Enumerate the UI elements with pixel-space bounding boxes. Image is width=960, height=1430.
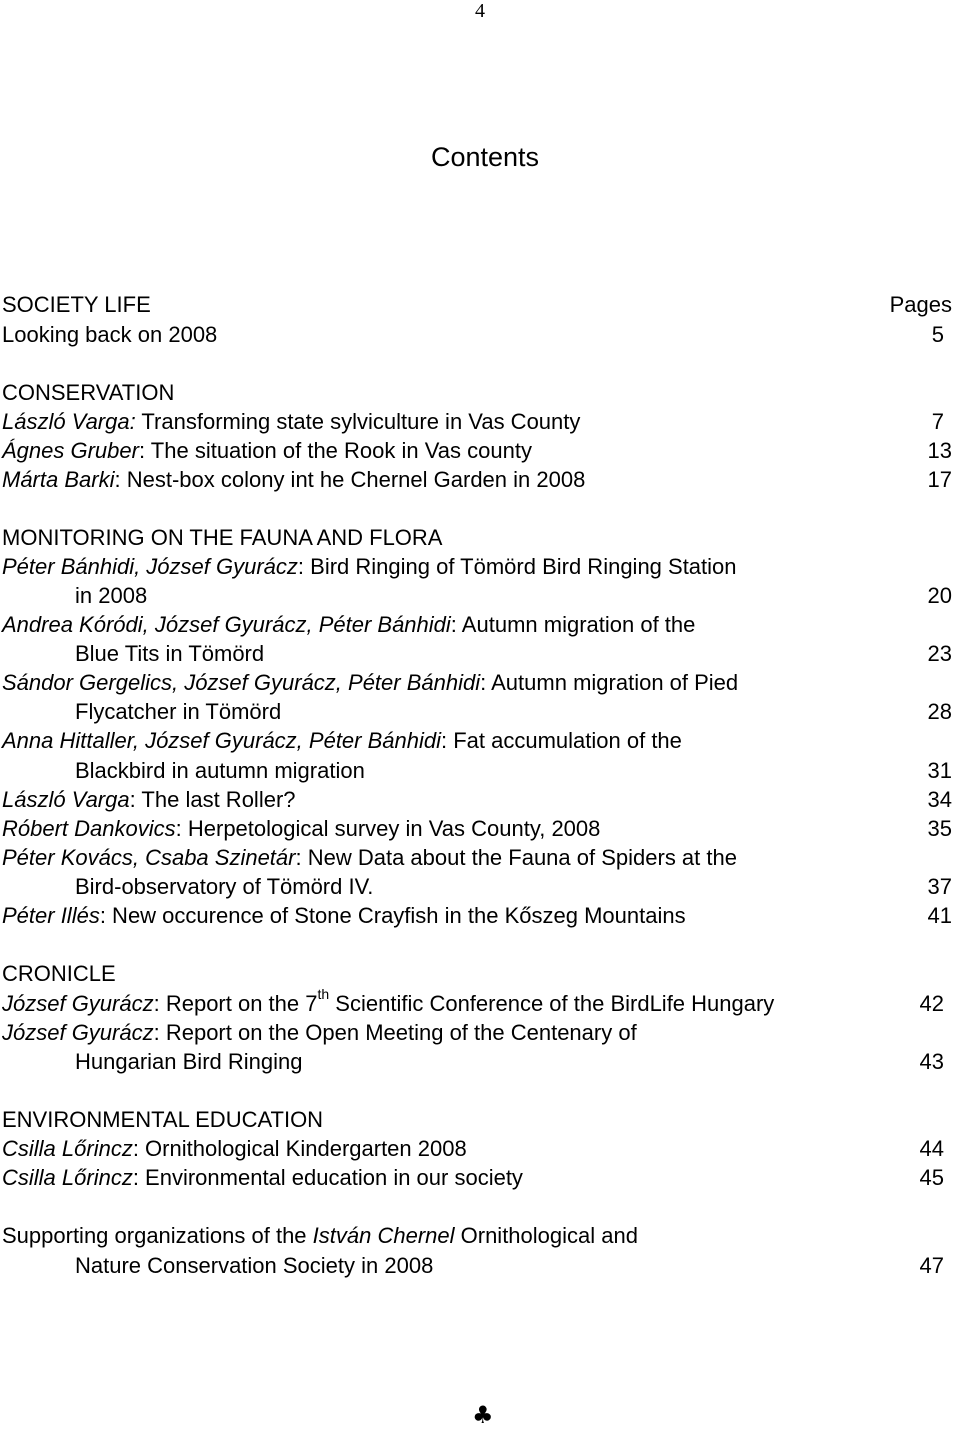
toc-entry xyxy=(2,814,958,844)
entry-title: : Autumn migration of the xyxy=(450,612,696,637)
entry-title: Transforming state sylviculture in Vas County xyxy=(135,409,581,434)
page-title: Contents xyxy=(430,142,540,172)
toc-entry xyxy=(2,901,958,931)
section-heading: CONSERVATION xyxy=(2,380,175,405)
entry-page: 20 xyxy=(927,583,952,608)
entry-author: László Varga xyxy=(2,787,130,812)
entry-author: Ágnes Gruber xyxy=(2,438,139,463)
section-heading: CRONICLE xyxy=(2,961,116,986)
toc-entry-continuation xyxy=(2,1047,958,1077)
entry-page: 13 xyxy=(927,438,952,463)
entry-title-continued: Blue Tits in Tömörd xyxy=(75,641,265,666)
entry-title: : New occurence of Stone Crayfish in the Kőszeg Mountains xyxy=(99,903,686,928)
entry-author: Sándor Gergelics, József Gyurácz, Péter Bánhidi xyxy=(2,670,481,695)
entry-page: 17 xyxy=(927,467,952,492)
entry-author: József Gyurácz xyxy=(2,991,154,1016)
entry-title-continued: Bird-observatory of Tömörd IV. xyxy=(75,874,374,899)
toc-entry xyxy=(2,668,958,698)
section-heading-monitoring xyxy=(2,523,958,553)
entry-title: : Herpetological survey in Vas County, 2008 xyxy=(175,816,601,841)
entry-author: Péter Kovács, Csaba Szinetár xyxy=(2,845,296,870)
toc-entry-continuation xyxy=(2,697,958,727)
entry-page: 44 xyxy=(919,1136,944,1161)
toc-entry-continuation xyxy=(2,1251,958,1281)
entry-page: 28 xyxy=(927,699,952,724)
toc-entry xyxy=(2,1134,958,1164)
entry-title-rest: Ornithological and xyxy=(454,1223,638,1248)
toc-entry-continuation xyxy=(2,872,958,902)
toc-entry xyxy=(2,986,958,1019)
entry-title: : Report on the 7 xyxy=(153,991,318,1016)
page-number: 4 xyxy=(475,0,485,22)
toc-entry xyxy=(2,1221,958,1251)
entry-author: József Gyurácz xyxy=(2,1020,154,1045)
entry-title: : The last Roller? xyxy=(129,787,296,812)
entry-page: 35 xyxy=(927,816,952,841)
toc-entry xyxy=(2,1163,958,1193)
entry-author: László Varga: xyxy=(2,409,136,434)
entry-author: Péter Bánhidi, József Gyurácz xyxy=(2,554,298,579)
entry-page: 34 xyxy=(927,787,952,812)
entry-title: : Report on the Open Meeting of the Centenary of xyxy=(153,1020,637,1045)
entry-author: Péter Illés xyxy=(2,903,100,928)
toc-entry xyxy=(2,407,958,437)
section-heading-society-life xyxy=(2,290,958,320)
entry-title: : Ornithological Kindergarten 2008 xyxy=(132,1136,467,1161)
entry-page: 37 xyxy=(927,874,952,899)
toc-entry xyxy=(2,610,958,640)
toc-entry xyxy=(2,552,958,582)
toc-entry xyxy=(2,785,958,815)
entry-title-superscript: th xyxy=(317,986,330,1002)
toc-entry-continuation xyxy=(2,756,958,786)
entry-title-continued: Blackbird in autumn migration xyxy=(75,758,365,783)
toc-entry xyxy=(2,843,958,873)
entry-title-continued: Flycatcher in Tömörd xyxy=(75,699,282,724)
entry-title-continued: Nature Conservation Society in 2008 xyxy=(75,1253,434,1278)
entry-title: Looking back on 2008 xyxy=(2,322,218,347)
entry-title: : New Data about the Fauna of Spiders at the xyxy=(295,845,737,870)
pages-column-label: Pages xyxy=(889,292,952,317)
entry-title: : Autumn migration of Pied xyxy=(480,670,739,695)
entry-page: 43 xyxy=(919,1049,944,1074)
entry-title-continued: Hungarian Bird Ringing xyxy=(75,1049,303,1074)
entry-title: : The situation of the Rook in Vas county xyxy=(138,438,532,463)
entry-author: Anna Hittaller, József Gyurácz, Péter Bánhidi xyxy=(2,728,441,753)
toc-entry xyxy=(2,320,958,350)
section-heading: SOCIETY LIFE xyxy=(2,292,151,317)
entry-title-continued: in 2008 xyxy=(75,583,148,608)
entry-author: Róbert Dankovics xyxy=(2,816,176,841)
entry-title: Supporting organizations of the xyxy=(2,1223,313,1248)
entry-author: Márta Barki xyxy=(2,467,115,492)
entry-author: Csilla Lőrincz xyxy=(2,1165,133,1190)
entry-title: : Bird Ringing of Tömörd Bird Ringing Station xyxy=(297,554,737,579)
entry-page: 45 xyxy=(919,1165,944,1190)
club-suit-icon: ♣ xyxy=(472,1401,494,1429)
toc-entry-continuation xyxy=(2,639,958,669)
entry-title: : Environmental education in our society xyxy=(132,1165,523,1190)
toc-entry xyxy=(2,726,958,756)
section-heading-cronicle xyxy=(2,959,958,989)
entry-page: 5 xyxy=(931,322,944,347)
entry-page: 47 xyxy=(919,1253,944,1278)
section-heading-environmental-education xyxy=(2,1105,958,1135)
section-heading: ENVIRONMENTAL EDUCATION xyxy=(2,1107,324,1132)
entry-title: : Fat accumulation of the xyxy=(441,728,682,753)
toc-entry xyxy=(2,1018,958,1048)
entry-page: 41 xyxy=(927,903,952,928)
entry-page: 23 xyxy=(927,641,952,666)
entry-title-rest: Scientific Conference of the BirdLife Hungary xyxy=(329,991,775,1016)
toc-entry-continuation xyxy=(2,581,958,611)
section-heading: MONITORING ON THE FAUNA AND FLORA xyxy=(2,525,443,550)
entry-page: 42 xyxy=(919,991,944,1016)
entry-author: Andrea Kóródi, József Gyurácz, Péter Bánhidi xyxy=(2,612,451,637)
entry-title-italic: István Chernel xyxy=(312,1223,455,1248)
entry-author: Csilla Lőrincz xyxy=(2,1136,133,1161)
entry-page: 7 xyxy=(931,409,944,434)
toc-entry xyxy=(2,465,958,495)
entry-title: : Nest-box colony int he Chernel Garden in 2008 xyxy=(114,467,586,492)
entry-page: 31 xyxy=(927,758,952,783)
section-heading-conservation xyxy=(2,378,958,408)
toc-entry xyxy=(2,436,958,466)
